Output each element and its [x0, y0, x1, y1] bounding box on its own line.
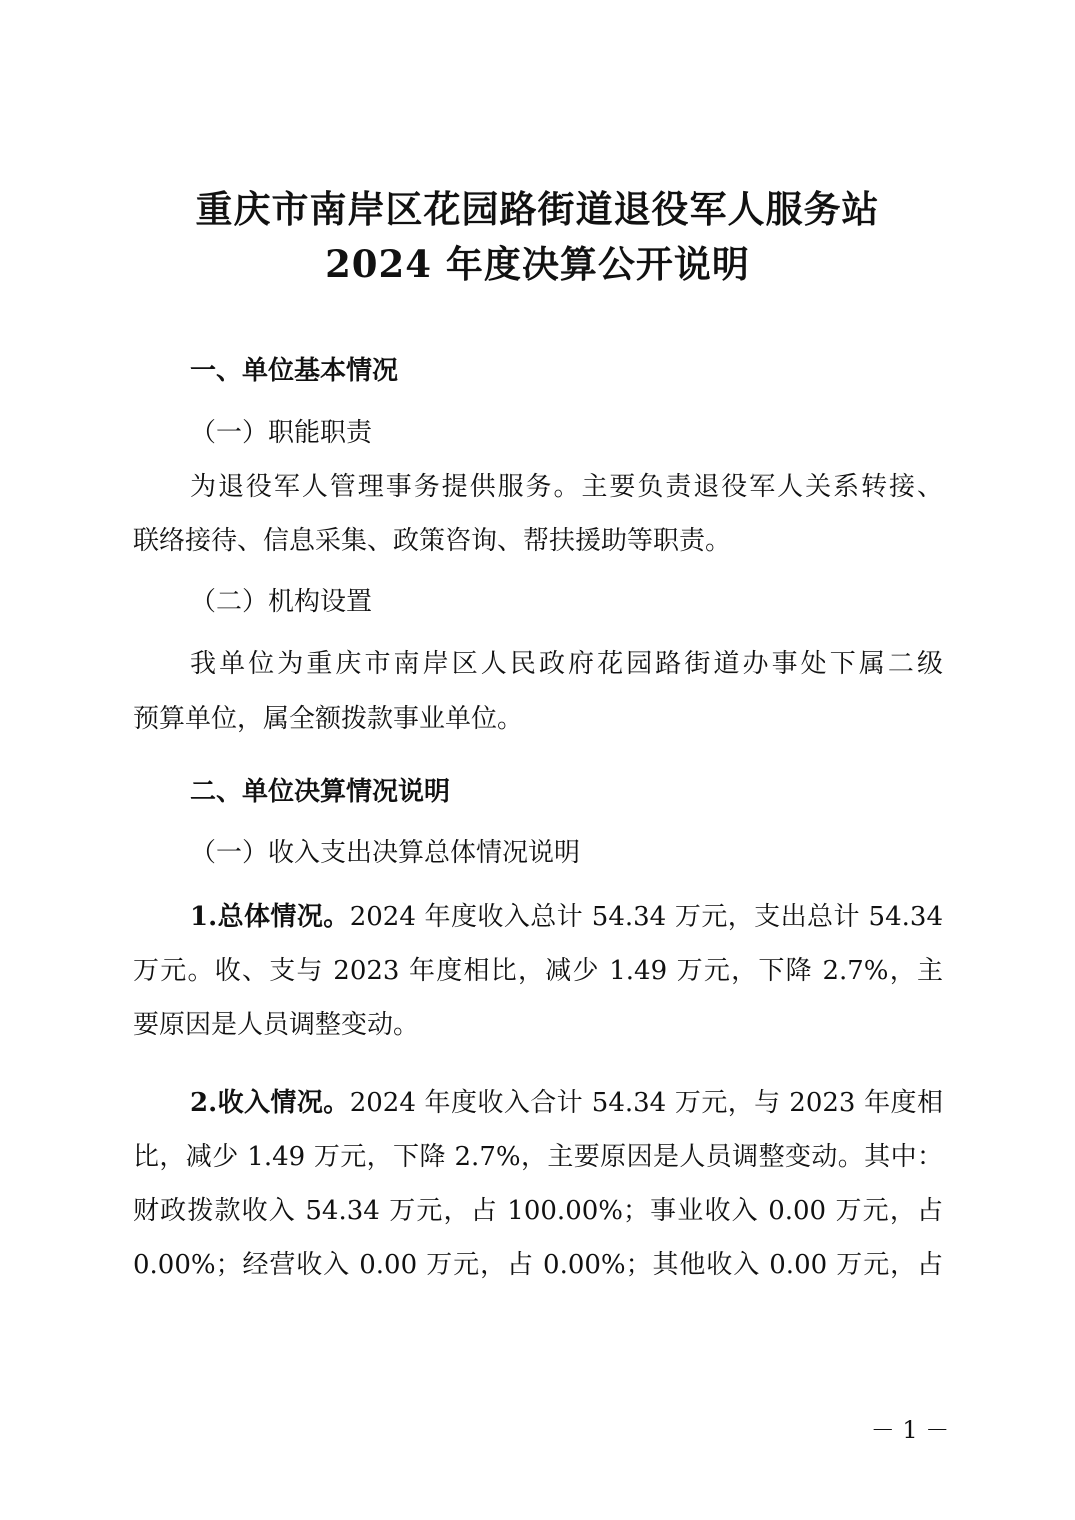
overall-paragraph-line-1: [190, 900, 943, 934]
income-paragraph-line-3: 财政拨款收入 54.34 万元，占 100.00%；事业收入 0.00 万元，占: [133, 1196, 943, 1226]
document-title-line-1: 重庆市南岸区花园路街道退役军人服务站: [195, 187, 880, 231]
duties-line-1: 为退役军人管理事务提供服务。主要负责退役军人关系转接、: [190, 472, 943, 502]
overall-lead: 1.总体情况。: [190, 902, 350, 932]
income-line-1-text: 2024 年度收入合计 54.34 万元，与 2023 年度相: [349, 1088, 943, 1118]
organization-line-1: 我单位为重庆市南岸区人民政府花园路街道办事处下属二级: [190, 649, 943, 679]
income-paragraph-line-2: 比，减少 1.49 万元，下降 2.7%，主要原因是人员调整变动。其中：: [133, 1142, 943, 1172]
subsection-heading-organization: （二）机构设置: [190, 587, 373, 617]
overall-paragraph-line-2: 万元。收、支与 2023 年度相比，减少 1.49 万元，下降 2.7%，主: [133, 956, 943, 986]
subsection-heading-overall-income-expense: （一）收入支出决算总体情况说明: [190, 838, 581, 868]
organization-line-2: 预算单位，属全额拨款事业单位。: [133, 704, 524, 734]
income-lead: 2.收入情况。: [190, 1088, 350, 1118]
section-heading-final-accounts: 二、单位决算情况说明: [190, 777, 451, 807]
duties-line-2: 联络接待、信息采集、政策咨询、帮扶援助等职责。: [133, 526, 732, 556]
income-paragraph-line-4: 0.00%；经营收入 0.00 万元，占 0.00%；其他收入 0.00 万元，占: [133, 1250, 943, 1280]
section-heading-basic-info: 一、单位基本情况: [190, 356, 399, 386]
page-number: － 1 －: [870, 1416, 950, 1444]
document-title-line-2: 2024 年度决算公开说明: [325, 242, 750, 286]
income-paragraph-line-1: [190, 1086, 943, 1120]
overall-line-1-text: 2024 年度收入总计 54.34 万元，支出总计 54.34: [349, 902, 943, 932]
subsection-heading-duties: （一）职能职责: [190, 418, 373, 448]
overall-paragraph-line-3: 要原因是人员调整变动。: [133, 1010, 420, 1040]
